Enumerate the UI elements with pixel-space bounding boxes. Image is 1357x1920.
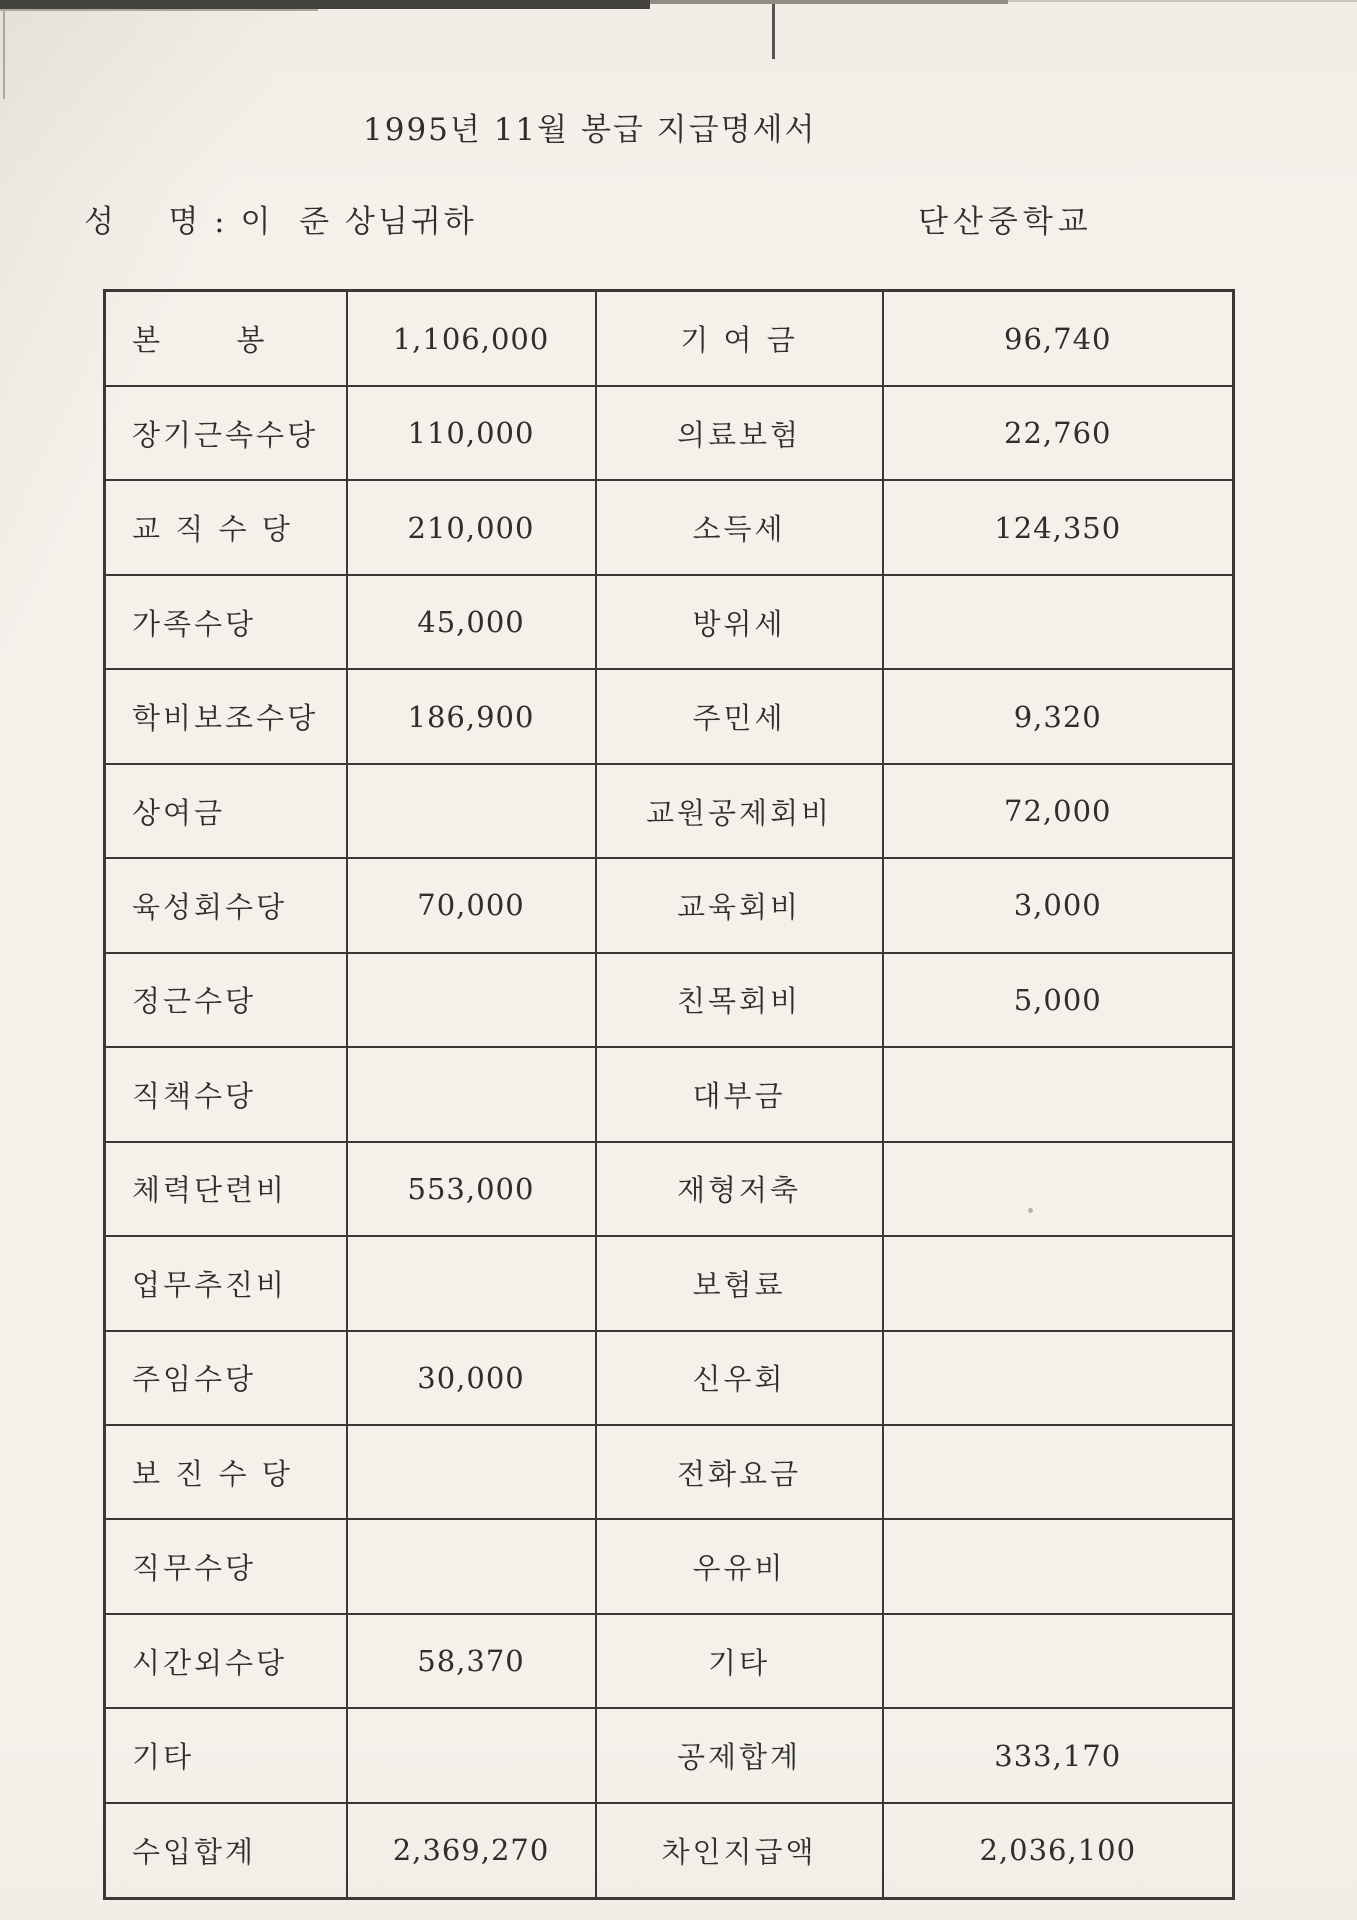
deduction-amount-value: 333,170 [883,1708,1234,1802]
deduction-item-label: 주민세 [596,669,883,763]
scan-artifact-top-band [0,0,650,9]
table-row [105,669,1234,763]
income-item-label: 수입합계 [105,1803,347,1899]
payslip-table [103,289,1235,1900]
income-item-label: 장기근속수당 [105,386,347,480]
deduction-item-label: 공제합계 [596,1708,883,1802]
deduction-amount-value: 3,000 [883,858,1234,952]
income-amount-value [347,953,596,1047]
deduction-amount-value [883,575,1234,669]
payslip-table-body [105,291,1234,1899]
deduction-amount-value: 124,350 [883,480,1234,574]
table-row [105,386,1234,480]
deduction-item-label: 전화요금 [596,1425,883,1519]
income-item-label: 직무수당 [105,1519,347,1613]
income-amount-value: 110,000 [347,386,596,480]
income-item-label: 주임수당 [105,1331,347,1425]
table-row [105,764,1234,858]
deduction-item-label: 방위세 [596,575,883,669]
table-row [105,1708,1234,1802]
deduction-amount-value [883,1236,1234,1330]
recipient-label: 성 명 : [84,204,228,240]
income-item-label: 직책수당 [105,1047,347,1141]
document-title: 1995년 11월 봉급 지급명세서 [363,112,817,148]
deduction-item-label: 신우회 [596,1331,883,1425]
table-row [105,575,1234,669]
income-item-label: 상여금 [105,764,347,858]
income-amount-value [347,1236,596,1330]
income-amount-value: 30,000 [347,1331,596,1425]
income-amount-value: 2,369,270 [347,1803,596,1899]
recipient-line [84,196,477,241]
income-amount-value: 186,900 [347,669,596,763]
income-amount-value: 70,000 [347,858,596,952]
deduction-item-label: 보험료 [596,1236,883,1330]
table-row [105,291,1234,387]
deduction-item-label: 기 여 금 [596,291,883,387]
income-item-label: 육성회수당 [105,858,347,952]
table-row [105,858,1234,952]
table-row [105,1425,1234,1519]
income-amount-value [347,1047,596,1141]
income-amount-value: 553,000 [347,1142,596,1236]
income-item-label: 가족수당 [105,575,347,669]
income-item-label: 보 진 수 당 [105,1425,347,1519]
deduction-amount-value [883,1047,1234,1141]
income-item-label: 학비보조수당 [105,669,347,763]
table-row [105,1519,1234,1613]
income-amount-value [347,1519,596,1613]
school-name: 단산중학교 [918,204,1093,240]
scan-artifact-corner-vertical [3,9,5,99]
deduction-item-label: 교원공제회비 [596,764,883,858]
table-row [105,953,1234,1047]
deduction-amount-value: 96,740 [883,291,1234,387]
deduction-item-label: 소득세 [596,480,883,574]
deduction-amount-value: 22,760 [883,386,1234,480]
income-amount-value: 58,370 [347,1614,596,1708]
deduction-amount-value: 72,000 [883,764,1234,858]
deduction-amount-value [883,1519,1234,1613]
income-item-label: 체력단련비 [105,1142,347,1236]
scan-artifact-top-band-light [650,0,1008,4]
income-amount-value [347,764,596,858]
income-amount-value [347,1425,596,1519]
income-item-label: 교 직 수 당 [105,480,347,574]
table-row [105,1614,1234,1708]
scan-artifact-vertical-mark [772,4,775,59]
income-item-label: 업무추진비 [105,1236,347,1330]
deduction-item-label: 차인지급액 [596,1803,883,1899]
deduction-item-label: 우유비 [596,1519,883,1613]
deduction-amount-value [883,1331,1234,1425]
table-row [105,1803,1234,1899]
income-item-label: 본 봉 [105,291,347,387]
deduction-amount-value [883,1614,1234,1708]
table-row [105,1236,1234,1330]
income-amount-value: 210,000 [347,480,596,574]
table-row [105,480,1234,574]
deduction-item-label: 대부금 [596,1047,883,1141]
scan-artifact-corner-horizontal [0,9,318,11]
deduction-amount-value [883,1425,1234,1519]
income-amount-value: 45,000 [347,575,596,669]
deduction-item-label: 교육회비 [596,858,883,952]
table-row [105,1047,1234,1141]
income-item-label: 기타 [105,1708,347,1802]
deduction-item-label: 친목회비 [596,953,883,1047]
income-amount-value: 1,106,000 [347,291,596,387]
income-item-label: 시간외수당 [105,1614,347,1708]
recipient-name: 이 준 상님귀하 [240,204,477,240]
deduction-amount-value [883,1142,1234,1236]
table-row [105,1331,1234,1425]
income-item-label: 정근수당 [105,953,347,1047]
scan-artifact-top-band-faint [1008,0,1357,2]
deduction-item-label: 의료보험 [596,386,883,480]
deduction-amount-value: 9,320 [883,669,1234,763]
deduction-item-label: 기타 [596,1614,883,1708]
deduction-amount-value: 5,000 [883,953,1234,1047]
deduction-amount-value: 2,036,100 [883,1803,1234,1899]
deduction-item-label: 재형저축 [596,1142,883,1236]
income-amount-value [347,1708,596,1802]
table-row [105,1142,1234,1236]
